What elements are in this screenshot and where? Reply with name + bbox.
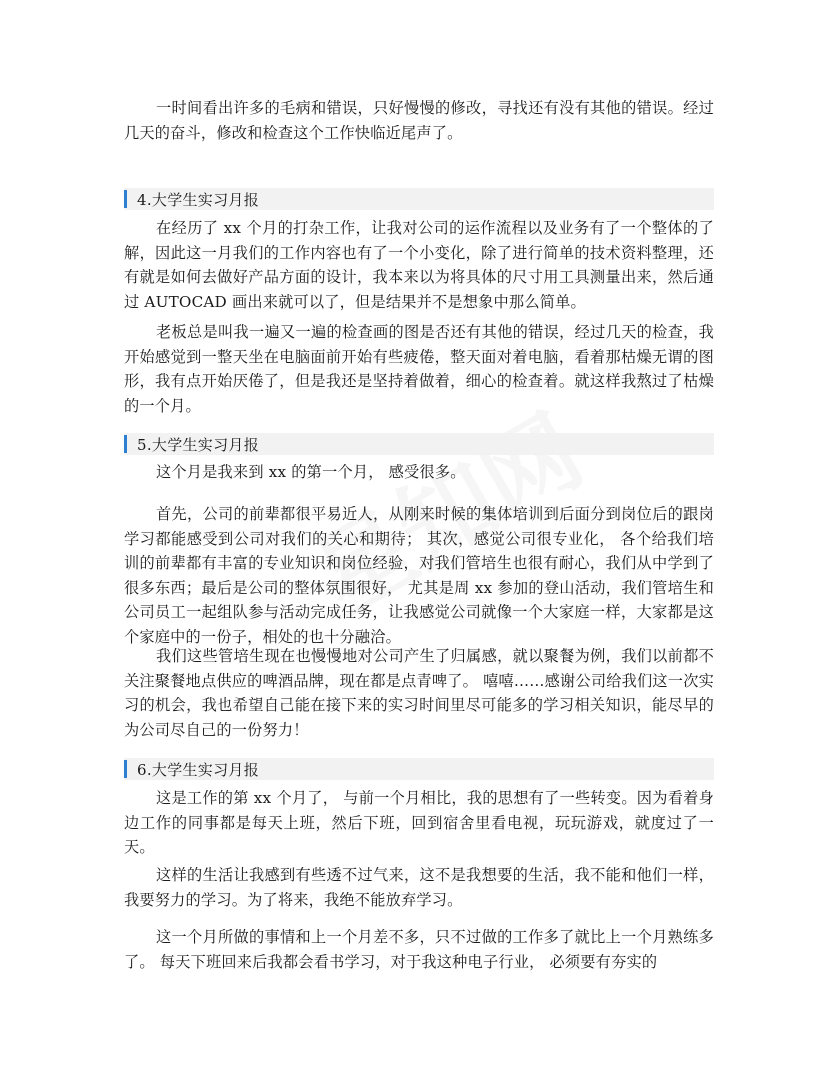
section-heading-6 [124, 758, 714, 780]
section-heading-5-text: 5.大学生实习月报 [137, 435, 260, 454]
section-heading-4-text: 4.大学生实习月报 [137, 190, 260, 209]
paragraph-intro: 一时间看出许多的毛病和错误，只好慢慢的修改，寻找还有没有其他的错误。经过几天的奋斗，修改和检查这个工作快临近尾声了。 [124, 99, 714, 142]
section-heading-6-text: 6.大学生实习月报 [137, 760, 260, 779]
paragraph-5b: 首先，公司的前辈都很平易近人，从刚来时候的集体培训到后面分到岗位后的跟岗学习都能感受到公司对我们的关心和期待； 其次，感觉公司很专业化， 各个给我们培训的前辈都有丰富的专业知识和岗位经验，对我们管培生也很有耐心，我们从中学到了很多东西；最后是公司的整体氛围很好， 尤其是周 xx 参加的登山活动，我们管培生和公司员工一起组队参与活动完成任务，让我感觉公司就像一个大家庭一样，大家都是这个家庭中的一份子，相处的也十分融洽。 [124, 505, 714, 646]
section-heading-4 [124, 188, 714, 210]
paragraph-6c: 这一个月所做的事情和上一个月差不多，只不过做的工作多了就比上一个月熟练多了。 每天下班回来后我都会看书学习，对于我这种电子行业， 必须要有夯实的 [124, 928, 714, 971]
heading-accent-bar [124, 190, 127, 208]
paragraph-6a: 这是工作的第 xx 个月了， 与前一个月相比，我的思想有了一些转变。因为看着身边工作的同事都是每天上班，然后下班，回到宿舍里看电视，玩玩游戏，就度过了一天。 [124, 789, 714, 857]
paragraph-5a: 这个月是我来到 xx 的第一个月， 感受很多。 [156, 463, 466, 481]
paragraph-5c: 我们这些管培生现在也慢慢地对公司产生了归属感，就以聚餐为例，我们以前都不关注聚餐地点供应的啤酒品牌，现在都是点青啤了。 嘻嘻……感谢公司给我们这一次实习的机会，我也希望自己能在接下来的实习时间里尽可能多的学习相关知识，能尽早的为公司尽自己的一份努力！ [124, 647, 714, 739]
heading-accent-bar [124, 435, 127, 453]
paragraph-6b: 这样的生活让我感到有些透不过气来，这不是我想要的生活，我不能和他们一样，我要努力的学习。为了将来，我绝不能放弃学习。 [124, 866, 714, 909]
paragraph-4a: 在经历了 xx 个月的打杂工作，让我对公司的运作流程以及业务有了一个整体的了解，因此这一月我们的工作内容也有了一个小变化，除了进行简单的技术资料整理，还有就是如何去做好产品方面的设计，我本来以为将具体的尺寸用工具测量出来，然后通过 AUTOCAD 画出来就可以了，但是结果并不是想象中那么简单。 [124, 219, 714, 311]
heading-accent-bar [124, 760, 127, 778]
section-heading-5 [124, 433, 714, 455]
paragraph-4b: 老板总是叫我一遍又一遍的检查画的图是否还有其他的错误，经过几天的检查，我开始感觉到一整天坐在电脑面前开始有些疲倦，整天面对着电脑，看着那枯燥无谓的图形，我有点开始厌倦了，但是我还是坚持着做着，细心的检查着。就这样我熬过了枯燥的一个月。 [124, 323, 714, 415]
